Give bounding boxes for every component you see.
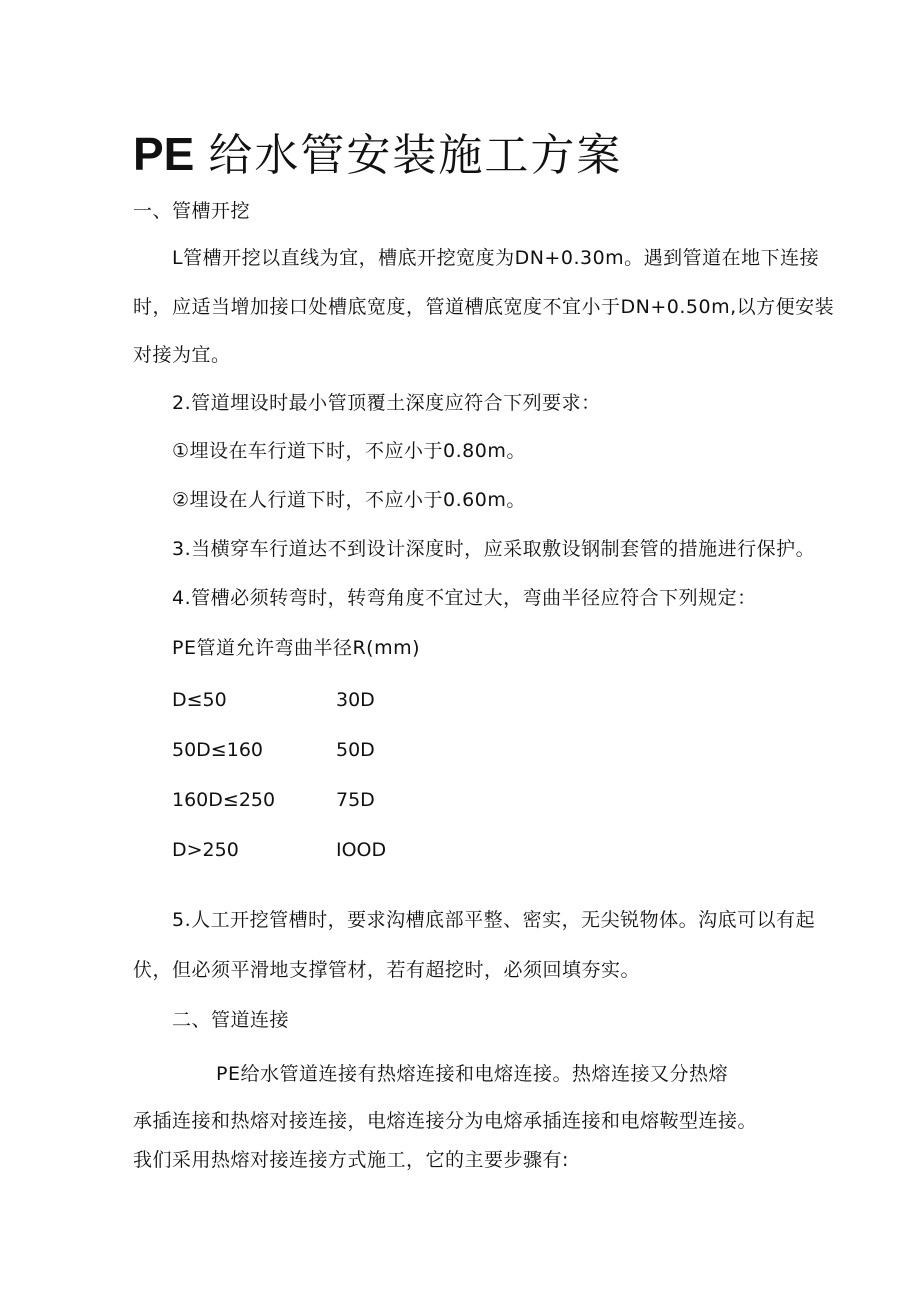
section2-para-line1: PE给水管道连接有热熔连接和电熔连接。热熔连接又分热熔: [216, 1063, 728, 1085]
item2a-text: ①埋设在车行道下时，不应小于0.80m。: [172, 440, 526, 462]
item2-text: 2.管道埋设时最小管顶覆土深度应符合下列要求：: [172, 392, 601, 414]
item1-line2: 时，应适当增加接口处槽底宽度，管道槽底宽度不宜小于DN+0.50m,以方便安装: [133, 296, 835, 318]
item1-line3: 对接为宜。: [133, 344, 231, 366]
item1-line1: L管槽开挖以直线为宜，槽底开挖宽度为DN+0.30m。遇到管道在地下连接: [172, 247, 820, 269]
title-prefix: PE: [133, 128, 195, 180]
table-cell-radius: 30D: [336, 689, 375, 711]
table-cell-range: 50D≤160: [172, 739, 263, 761]
item4-text: 4.管槽必须转弯时，转弯角度不宜过大，弯曲半径应符合下列规定：: [172, 587, 757, 609]
table-cell-range: D≤50: [172, 689, 227, 711]
table-cell-radius: IOOD: [336, 839, 387, 861]
item5-line1: 5.人工开挖管槽时，要求沟槽底部平整、密实，无尖锐物体。沟底可以有起: [172, 909, 816, 931]
table-cell-range: D>250: [172, 839, 239, 861]
section2-para-line2: 承插连接和热熔对接连接，电熔连接分为电熔承插连接和电熔鞍型连接。: [133, 1110, 758, 1132]
table-cell-radius: 75D: [336, 789, 375, 811]
document-title: [133, 128, 622, 182]
section2-heading: 二、管道连接: [172, 1009, 290, 1031]
section2-para-line3: 我们采用热熔对接连接方式施工，它的主要步骤有:: [133, 1149, 569, 1171]
item2b-text: ②埋设在人行道下时，不应小于0.60m。: [172, 489, 526, 511]
item5-line2: 伏，但必须平滑地支撑管材，若有超挖时，必须回填夯实。: [133, 959, 641, 981]
table-cell-range: 160D≤250: [172, 789, 276, 811]
section1-heading: 一、管槽开挖: [133, 200, 251, 222]
title-text: 给水管安装施工方案: [208, 130, 623, 181]
item3-text: 3.当横穿车行道达不到设计深度时，应采取敷设钢制套管的措施进行保护。: [172, 538, 816, 560]
table-caption: PE管道允许弯曲半径R(mm): [172, 637, 421, 659]
table-cell-radius: 50D: [336, 739, 375, 761]
